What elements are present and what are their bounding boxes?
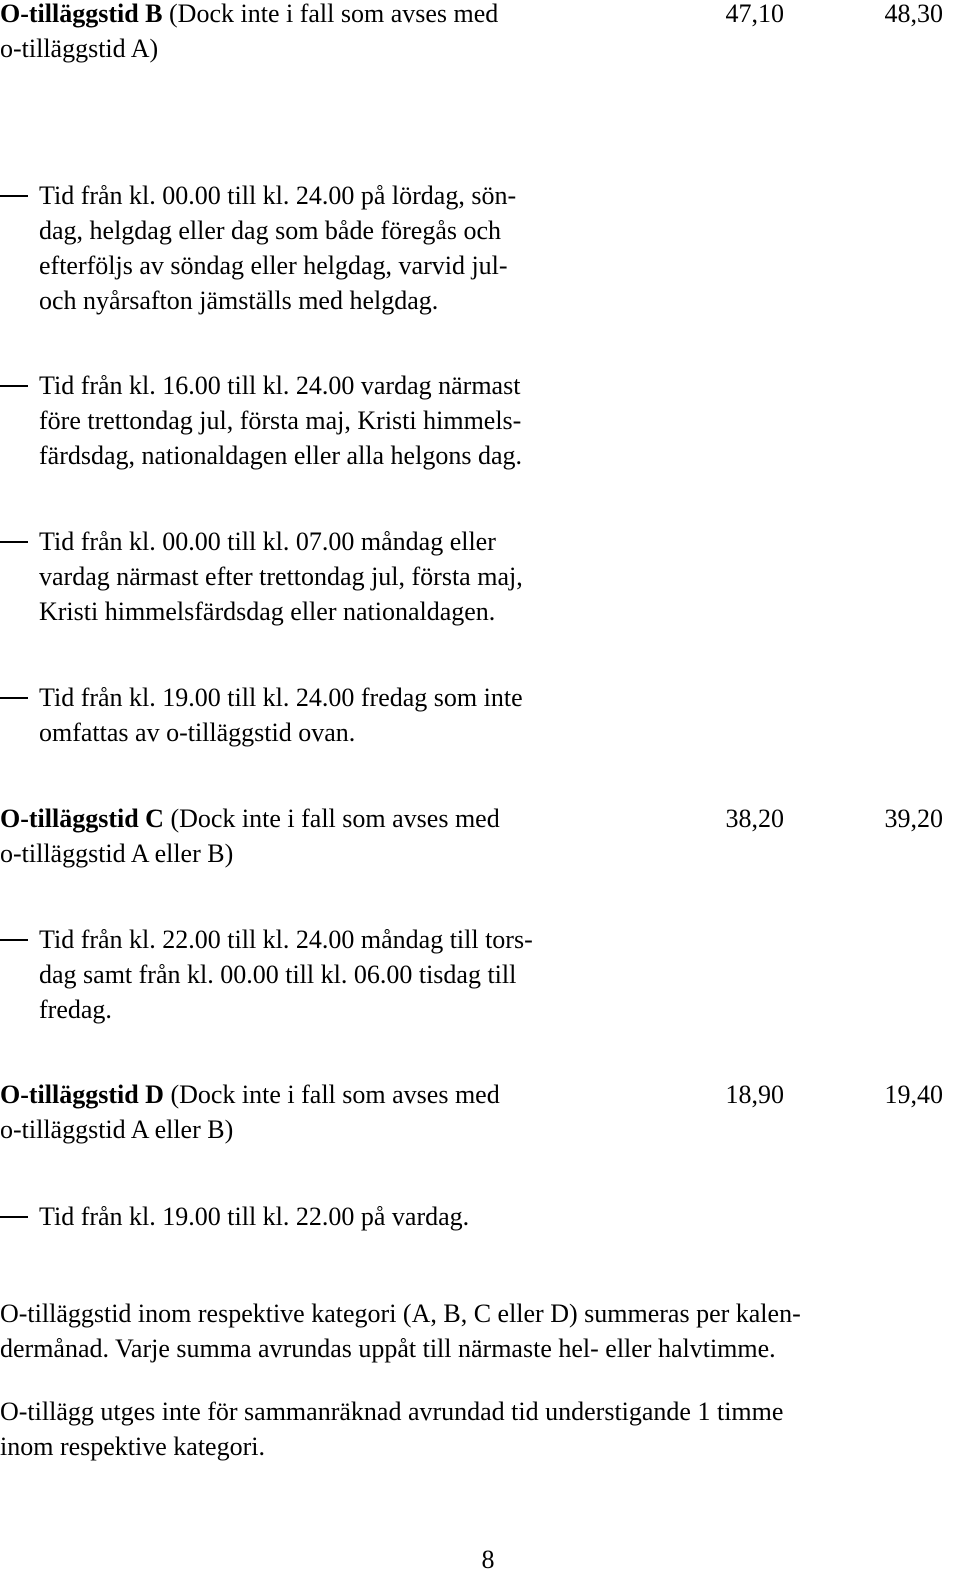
section-b-item-2: Tid från kl. 16.00 till kl. 24.00 vardag närmast före trettondag jul, första maj, Kristi himmels- färdsdag, nationaldagen eller alla helgons dag. (0, 368, 640, 473)
section-b-title: O-tilläggstid B (Dock inte i fall som avses med o-tilläggstid A) (0, 0, 499, 63)
section-d-item-1: Tid från kl. 19.00 till kl. 22.00 på vardag. (0, 1199, 640, 1234)
section-b-value-2: 48,30 (884, 0, 943, 28)
section-d-value-1: 18,90 (725, 1080, 784, 1109)
section-c-item-1: Tid från kl. 22.00 till kl. 24.00 måndag till tors- dag samt från kl. 00.00 till kl. 06.00 tisdag till fredag. (0, 922, 640, 1027)
dash-marker (0, 697, 28, 699)
minimum-paragraph: O-tillägg utges inte för sammanräknad avrundad tid understigande 1 timme inom respektive kategori. (0, 1397, 784, 1461)
section-b-heading (0, 0, 960, 66)
section-b-item-4: Tid från kl. 19.00 till kl. 24.00 fredag som inte omfattas av o-tilläggstid ovan. (0, 680, 640, 750)
dash-marker (0, 385, 28, 387)
page-number: 8 (481, 1545, 495, 1574)
section-d-heading (0, 1077, 960, 1147)
section-c-value-2: 39,20 (884, 804, 943, 833)
summation-paragraph: O-tilläggstid inom respektive kategori (A, B, C eller D) summeras per kalen- dermånad. Varje summa avrundas uppåt till närmaste hel- eller halvtimme. (0, 1299, 801, 1363)
dash-marker (0, 541, 28, 543)
section-c-heading (0, 801, 960, 871)
section-b-item-1: Tid från kl. 00.00 till kl. 24.00 på lördag, sön- dag, helgdag eller dag som både föregås och efterföljs av söndag eller helgdag, varvid jul- och nyårsafton jämställs med helgdag. (0, 178, 640, 318)
section-c-value-1: 38,20 (725, 804, 784, 833)
section-b-item-3: Tid från kl. 00.00 till kl. 07.00 måndag eller vardag närmast efter trettondag jul, första maj, Kristi himmelsfärdsdag eller nationaldagen. (0, 524, 640, 629)
section-c-title: O-tilläggstid C (Dock inte i fall som avses med o-tilläggstid A eller B) (0, 804, 500, 868)
dash-marker (0, 1216, 28, 1218)
section-b-value-1: 47,10 (725, 0, 784, 28)
section-d-title: O-tilläggstid D (Dock inte i fall som avses med o-tilläggstid A eller B) (0, 1080, 500, 1144)
dash-marker (0, 939, 28, 941)
section-d-value-2: 19,40 (884, 1080, 943, 1109)
dash-marker (0, 195, 28, 197)
